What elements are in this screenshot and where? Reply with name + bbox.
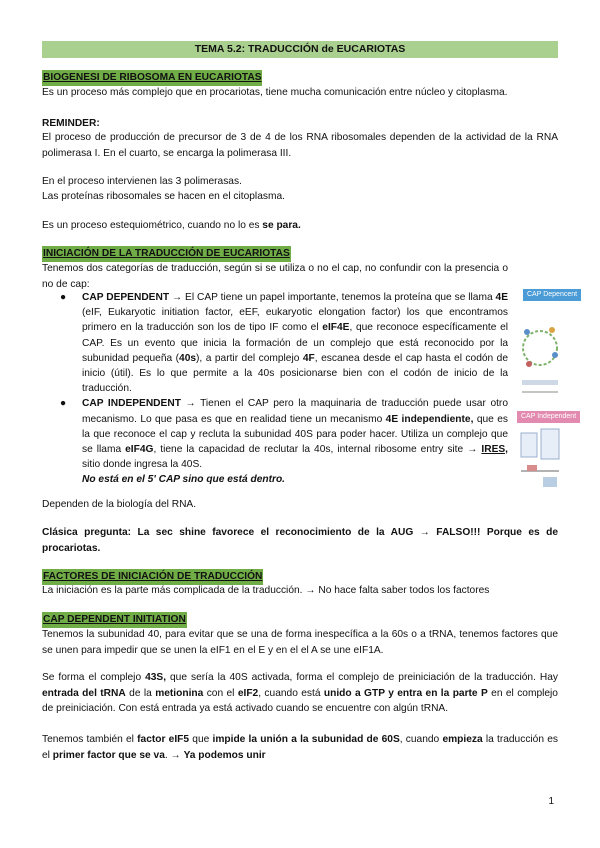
reminder-text: El proceso de producción de precursor de 3 de 4 de los RNA ribosomales dependen de la actividad de la RNA polimerasa I. En el cuarto, se encarga la polimerasa III. (42, 132, 558, 159)
capinit-heading-line (42, 612, 558, 628)
rna-biology-text: Dependen de la biología del RNA. (42, 499, 197, 510)
iniciacion-heading: INICIACIÓN DE LA TRADUCCIÓN DE EUCARIOTAS (42, 246, 291, 262)
iniciacion-intro: Tenemos dos categorías de traducción, según si se utiliza o no el cap, no confundir con la presencia o no de cap: (42, 263, 508, 290)
translation-categories-list (42, 290, 508, 488)
biogenesis-heading-line (42, 70, 558, 86)
stoichiometric-text: Es un proceso estequiométrico, cuando no lo es se para. (42, 220, 301, 231)
cap-dependent-figure-label: CAP Depencent (523, 289, 581, 301)
biogenesis-heading: BIOGENESI DE RIBOSOMA EN EUCARIOTAS (42, 70, 262, 86)
polymerases-text: En el proceso intervienen las 3 polimerasas. (42, 176, 242, 187)
biogenesis-text: Es un proceso más complejo que en procariotas, tiene mucha comunicación entre núcleo y citoplasma. (42, 87, 508, 98)
cap-independent-diagram (517, 423, 563, 495)
page-title: TEMA 5.2: TRADUCCIÓN de EUCARIOTAS (42, 41, 558, 58)
capinit-heading: CAP DEPENDENT INITIATION (42, 612, 187, 628)
ribosomal-proteins-text: Las proteínas ribosomales se hacen en el citoplasma. (42, 191, 285, 202)
list-item-cap-independent: ● CAP INDEPENDENT → Tienen el CAP pero la maquinaria de traducción puede usar otro mecanismo. Lo que pasa es que en realidad tiene un mecanismo 4E independiente, que es la que reconoce el cap y recluta la subunidad 40S para poder hacer. Utiliza un complejo que se llama eIF4G, tiene la capacidad de reclutar la 40s, internal ribosome entry site → IRES, sitio donde ingresa la 40S. No está en el 5' CAP sino que está dentro. (60, 398, 508, 486)
page-number: 1 (548, 796, 554, 807)
classic-question: Clásica pregunta: La sec shine favorece el reconocimiento de la AUG → FALSO!!! Porque es de procariotas. (42, 527, 558, 554)
iniciacion-heading-line (42, 246, 558, 262)
capinit-p1: Tenemos la subunidad 40, para evitar que se una de forma inespecífica a la 60s o a tRNA, tenemos factores que se unen para impedir que se unen la eIF1 en el E y en el el A se une eIF1A. (42, 629, 558, 656)
list-item-cap-dependent: ● CAP DEPENDENT → El CAP tiene un papel importante, tenemos la proteína que se llama 4E (eIF, Eukaryotic initiation factor, eEF, eukaryotic elongation factor) los que encontramos primero en la traducción son los de tipo IF como el eIF4E, que reconoce específicamente el CAP. Es un evento que inicia la formación de un complejo que está reconocido por la subunidad pequeña (40s), a partir del complejo 4F, escanea desde el cap hasta el codón de inicio (útil). Es lo que permite a la 40s posicionarse bien con el codón de inicio de la traducción. (60, 292, 509, 395)
cap-dependent-diagram (517, 300, 563, 400)
capinit-p2: Se forma el complejo 43S, que sería la 40S activada, forma el complejo de preiniciación de la traducción. Hay entrada del tRNA de la metionina con el eIF2, cuando está unido a GTP y entra en la parte P en el complejo de preiniciación. Con está entrada ya está activado cuando se encuentre con algún tRNA. (42, 672, 558, 715)
capinit-p3: Tenemos también el factor eIF5 que impide la unión a la subunidad de 60S, cuando empieza la traducción es el primer factor que se va. → Ya podemos unir (42, 734, 558, 761)
reminder-heading: REMINDER: (42, 118, 100, 129)
factores-text: La iniciación es la parte más complicada de la traducción. → No hace falta saber todos los factores (42, 585, 490, 596)
factores-heading: FACTORES DE INICIACIÓN DE TRADUCCIÓN (42, 569, 263, 585)
cap-independent-figure-label: CAP Independent (517, 411, 580, 423)
